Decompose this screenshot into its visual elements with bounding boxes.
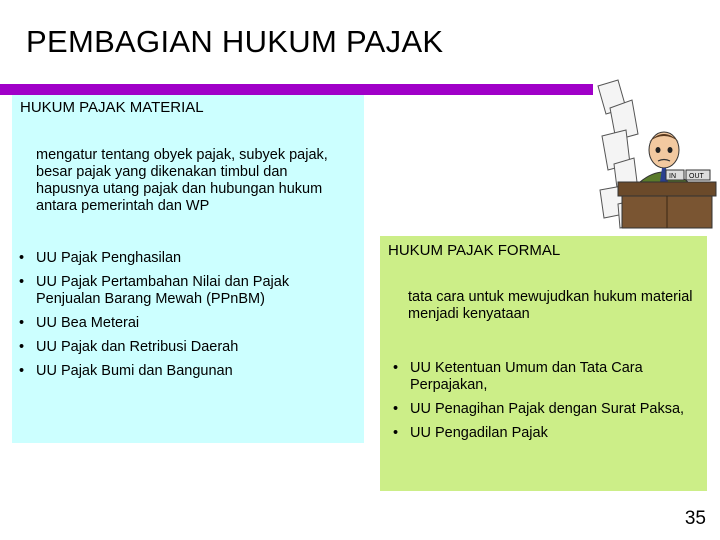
formal-heading: HUKUM PAJAK FORMAL	[388, 242, 561, 259]
list-item: • UU Pajak Pertambahan Nilai dan Pajak Penjualan Barang Mewah (PPnBM)	[16, 274, 352, 308]
accent-bar	[0, 84, 593, 95]
material-law-list	[16, 250, 352, 387]
list-item: • UU Bea Meterai	[16, 315, 352, 332]
in-tray-label: IN	[669, 173, 676, 180]
formal-description: tata cara untuk mewujudkan hukum material menjadi kenyataan	[408, 289, 693, 322]
desk-top	[618, 182, 716, 196]
clerk-head	[649, 132, 679, 168]
formal-law-list	[390, 360, 698, 449]
list-item: • UU Pajak dan Retribusi Daerah	[16, 339, 352, 356]
overworked-clerk-icon	[588, 78, 718, 238]
material-heading: HUKUM PAJAK MATERIAL	[20, 99, 204, 116]
material-box	[12, 95, 364, 443]
list-item: • UU Pengadilan Pajak	[390, 425, 698, 442]
clerk-illustration	[588, 78, 718, 238]
list-item: • UU Ketentuan Umum dan Tata Cara Perpajakan,	[390, 360, 698, 394]
clerk-eye	[668, 147, 673, 153]
list-item: • UU Pajak Bumi dan Bangunan	[16, 363, 352, 380]
material-description: mengatur tentang obyek pajak, subyek pajak, besar pajak yang dikenakan timbul dan hapusnya utang pajak dan hubungan hukum antara pemerintah dan WP	[36, 147, 328, 214]
slide-title: PEMBAGIAN HUKUM PAJAK	[26, 24, 444, 59]
list-item: • UU Penagihan Pajak dengan Surat Paksa,	[390, 401, 698, 418]
out-tray-label: OUT	[689, 173, 704, 180]
page-number: 35	[684, 508, 706, 529]
formal-box	[380, 236, 707, 491]
clerk-eye	[656, 147, 661, 153]
list-item: • UU Pajak Penghasilan	[16, 250, 352, 267]
